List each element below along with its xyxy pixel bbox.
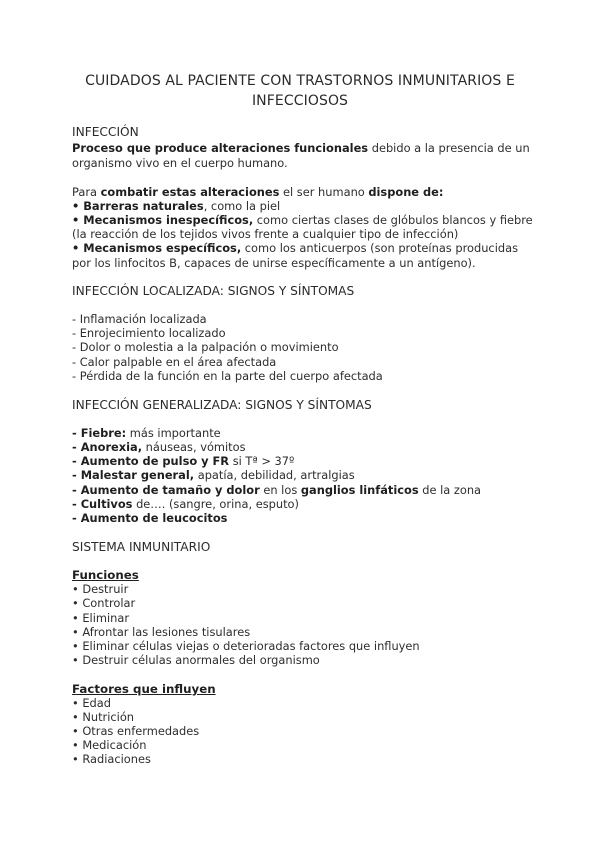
symptom-item-5-text-mid: en los (259, 483, 301, 497)
symptom-item-4-bold: - Malestar general, (72, 468, 195, 482)
section-heading-sistema: SISTEMA INMUNITARIO (72, 540, 211, 554)
section-heading-localizada: INFECCIÓN LOCALIZADA: SIGNOS Y SÍNTOMAS (72, 284, 355, 298)
definition-line-2: organismo vivo en el cuerpo humano. (72, 156, 288, 170)
definition-text: debido a la presencia de un (368, 141, 530, 155)
list-item: • Nutrición (72, 710, 135, 724)
symptom-item-6 (72, 497, 299, 512)
defense-item-2-bold: • Mecanismos inespecíficos, (72, 213, 254, 227)
funciones-heading-text: Funciones (72, 568, 139, 582)
factores-heading-text: Factores que influyen (72, 682, 216, 696)
definition-line-1 (72, 141, 530, 156)
list-item: • Destruir células anormales del organismo (72, 653, 320, 667)
list-item: - Enrojecimiento localizado (72, 326, 226, 340)
defense-item-2 (72, 213, 533, 228)
factores-heading (72, 682, 216, 697)
defense-item-2-text: como ciertas clases de glóbulos blancos y fiebre (253, 213, 533, 227)
list-item: • Controlar (72, 596, 136, 610)
defense-item-3-line-2: por los linfocitos B, capaces de unirse específicamente a un antígeno). (72, 256, 476, 270)
defense-item-3-bold: • Mecanismos específicos, (72, 241, 242, 255)
symptom-item-7-bold: - Aumento de leucocitos (72, 511, 228, 525)
symptom-item-1-text: más importante (126, 426, 221, 440)
defense-item-3-text: como los anticuerpos (son proteínas producidas (241, 241, 519, 255)
symptom-item-6-bold: - Cultivos (72, 497, 133, 511)
list-item: • Edad (72, 696, 111, 710)
symptom-item-5-bold: - Aumento de tamaño y dolor (72, 483, 260, 497)
definition-bold: Proceso que produce alteraciones funcionales (72, 141, 369, 155)
symptom-item-4-text: apatía, debilidad, artralgias (194, 468, 355, 482)
symptom-item-4 (72, 468, 355, 483)
combat-text-mid: el ser humano (279, 185, 369, 199)
list-item: • Destruir (72, 582, 129, 596)
symptom-item-2 (72, 440, 246, 455)
symptom-item-2-bold: - Anorexia, (72, 440, 143, 454)
symptom-item-3 (72, 454, 294, 469)
symptom-item-5 (72, 483, 481, 498)
list-item: • Radiaciones (72, 752, 151, 766)
list-item: - Calor palpable en el área afectada (72, 355, 277, 369)
symptom-item-5-text: de la zona (418, 483, 482, 497)
defense-item-1-bold: • Barreras naturales (72, 199, 204, 213)
list-item: • Eliminar células viejas o deterioradas factores que influyen (72, 639, 420, 653)
symptom-item-3-bold: - Aumento de pulso y FR (72, 454, 230, 468)
symptom-item-1 (72, 426, 221, 441)
symptom-item-7 (72, 511, 227, 526)
funciones-heading (72, 568, 139, 583)
list-item: - Dolor o molestia a la palpación o movimiento (72, 340, 339, 354)
symptom-item-6-text: de…. (sangre, orina, esputo) (132, 497, 299, 511)
list-item: • Afrontar las lesiones tisulares (72, 625, 251, 639)
defense-item-2-line-2: (la reacción de los tejidos vivos frente a cualquier tipo de infección) (72, 227, 459, 241)
list-item: • Medicación (72, 738, 147, 752)
combat-bold-1: combatir estas alteraciones (100, 185, 280, 199)
combat-text-pre: Para (72, 185, 101, 199)
defense-item-1 (72, 199, 280, 214)
list-item: • Otras enfermedades (72, 724, 200, 738)
symptom-item-3-text: si Tª > 37º (229, 454, 295, 468)
document-title: CUIDADOS AL PACIENTE CON TRASTORNOS INMUNITARIOS E INFECCIOSOS (85, 73, 515, 109)
defense-item-3 (72, 241, 518, 256)
symptom-item-2-text: náuseas, vómitos (142, 440, 246, 454)
symptom-item-5-bold-2: ganglios linfáticos (300, 483, 419, 497)
list-item: - Pérdida de la función en la parte del cuerpo afectada (72, 369, 383, 383)
combat-line (72, 185, 443, 200)
list-item: - Inflamación localizada (72, 312, 207, 326)
symptom-item-1-bold: - Fiebre: (72, 426, 127, 440)
defense-item-1-text: , como la piel (203, 199, 281, 213)
combat-bold-2: dispone de: (368, 185, 444, 199)
section-heading-generalizada: INFECCIÓN GENERALIZADA: SIGNOS Y SÍNTOMAS (72, 398, 372, 412)
section-heading-infeccion: INFECCIÓN (72, 125, 139, 139)
list-item: • Eliminar (72, 611, 130, 625)
